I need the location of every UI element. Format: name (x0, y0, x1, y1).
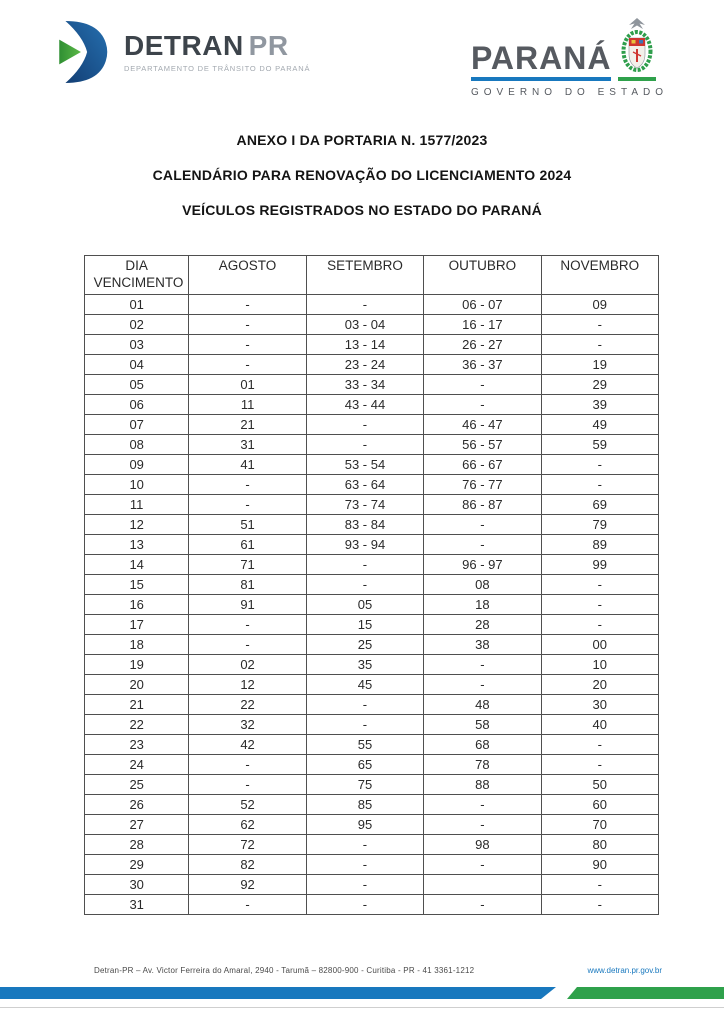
table-row (85, 735, 659, 755)
plate-ending-cell: 38 (424, 635, 541, 655)
plate-ending-cell: 76 - 77 (424, 475, 541, 495)
day-cell: 25 (85, 775, 189, 795)
day-cell: 24 (85, 755, 189, 775)
plate-ending-cell: 80 (541, 835, 658, 855)
plate-ending-cell: 56 - 57 (424, 435, 541, 455)
day-cell: 11 (85, 495, 189, 515)
plate-ending-cell: - (541, 455, 658, 475)
plate-ending-cell: 46 - 47 (424, 415, 541, 435)
plate-ending-cell: 52 (189, 795, 306, 815)
header-due-day (85, 256, 189, 295)
table-header-row (85, 256, 659, 295)
plate-ending-cell: - (306, 855, 423, 875)
parana-coat-of-arms-icon (618, 16, 656, 76)
table-row (85, 315, 659, 335)
table-row (85, 395, 659, 415)
plate-ending-cell: 41 (189, 455, 306, 475)
day-cell: 06 (85, 395, 189, 415)
title-vehicles: VEÍCULOS REGISTRADOS NO ESTADO DO PARANÁ (182, 202, 542, 218)
day-cell: 01 (85, 295, 189, 315)
day-cell: 22 (85, 715, 189, 735)
day-cell: 26 (85, 795, 189, 815)
plate-ending-cell: - (424, 535, 541, 555)
plate-ending-cell: 18 (424, 595, 541, 615)
table-row (85, 555, 659, 575)
day-cell: 20 (85, 675, 189, 695)
footer-green-bar (567, 987, 724, 999)
plate-ending-cell: 02 (189, 655, 306, 675)
plate-ending-cell: 12 (189, 675, 306, 695)
day-cell: 21 (85, 695, 189, 715)
day-cell: 04 (85, 355, 189, 375)
plate-ending-cell: - (541, 335, 658, 355)
plate-ending-cell: - (306, 555, 423, 575)
plate-ending-cell: - (306, 295, 423, 315)
plate-ending-cell: 01 (189, 375, 306, 395)
header-september: SETEMBRO (306, 256, 423, 295)
table-row (85, 495, 659, 515)
day-cell: 15 (85, 575, 189, 595)
footer-website-link[interactable]: www.detran.pr.gov.br (587, 966, 662, 975)
plate-ending-cell: 42 (189, 735, 306, 755)
plate-ending-cell: - (306, 875, 423, 895)
plate-ending-cell: 82 (189, 855, 306, 875)
footer-blue-bar (0, 987, 556, 999)
table-row (85, 455, 659, 475)
table-row (85, 795, 659, 815)
plate-ending-cell: 28 (424, 615, 541, 635)
day-cell: 10 (85, 475, 189, 495)
header-due-day-label: DIA VENCIMENTO (93, 258, 184, 290)
plate-ending-cell: 06 - 07 (424, 295, 541, 315)
plate-ending-cell: - (424, 395, 541, 415)
plate-ending-cell: 13 - 14 (306, 335, 423, 355)
plate-ending-cell: 70 (541, 815, 658, 835)
plate-ending-cell: 83 - 84 (306, 515, 423, 535)
plate-ending-cell: 86 - 87 (424, 495, 541, 515)
parana-blue-rule (471, 77, 612, 81)
day-cell: 09 (85, 455, 189, 475)
plate-ending-cell: - (424, 855, 541, 875)
detran-arrow-icon (52, 20, 114, 84)
plate-ending-cell: - (189, 635, 306, 655)
detran-pr-text: PR (248, 29, 289, 61)
day-cell: 29 (85, 855, 189, 875)
plate-ending-cell: 63 - 64 (306, 475, 423, 495)
header-october: OUTUBRO (424, 256, 541, 295)
day-cell: 18 (85, 635, 189, 655)
plate-ending-cell: - (306, 435, 423, 455)
plate-ending-cell: 53 - 54 (306, 455, 423, 475)
plate-ending-cell: 30 (541, 695, 658, 715)
table-row (85, 855, 659, 875)
day-cell: 30 (85, 875, 189, 895)
plate-ending-cell: 16 - 17 (424, 315, 541, 335)
plate-ending-cell: 78 (424, 755, 541, 775)
day-cell: 14 (85, 555, 189, 575)
day-cell: 19 (85, 655, 189, 675)
footer-address: Detran-PR – Av. Victor Ferreira do Amaral, 2940 - Tarumã – 82800-900 - Curitiba - PR - 41 3361-1212 (94, 966, 475, 975)
plate-ending-cell: 31 (189, 435, 306, 455)
plate-ending-cell: 32 (189, 715, 306, 735)
day-cell: 13 (85, 535, 189, 555)
header-august: AGOSTO (189, 256, 306, 295)
table-row (85, 895, 659, 915)
day-cell: 02 (85, 315, 189, 335)
table-row (85, 675, 659, 695)
plate-ending-cell (424, 875, 541, 895)
plate-ending-cell: 65 (306, 755, 423, 775)
plate-ending-cell: - (541, 875, 658, 895)
plate-ending-cell: 51 (189, 515, 306, 535)
day-cell: 17 (85, 615, 189, 635)
plate-ending-cell: 89 (541, 535, 658, 555)
table-row (85, 595, 659, 615)
plate-ending-cell: 50 (541, 775, 658, 795)
plate-ending-cell: 33 - 34 (306, 375, 423, 395)
plate-ending-cell: 45 (306, 675, 423, 695)
plate-ending-cell: 19 (541, 355, 658, 375)
plate-ending-cell: - (189, 755, 306, 775)
plate-ending-cell: 68 (424, 735, 541, 755)
plate-ending-cell: 81 (189, 575, 306, 595)
plate-ending-cell: - (424, 795, 541, 815)
parana-logo (471, 16, 668, 98)
plate-ending-cell: 15 (306, 615, 423, 635)
plate-ending-cell: 99 (541, 555, 658, 575)
plate-ending-cell: - (306, 575, 423, 595)
title-calendar: CALENDÁRIO PARA RENOVAÇÃO DO LICENCIAMENTO 2024 (152, 167, 572, 183)
table-row (85, 295, 659, 315)
plate-ending-cell: 75 (306, 775, 423, 795)
table-row (85, 475, 659, 495)
plate-ending-cell: 90 (541, 855, 658, 875)
plate-ending-cell: 69 (541, 495, 658, 515)
plate-ending-cell: 20 (541, 675, 658, 695)
title-annex: ANEXO I DA PORTARIA N. 1577/2023 (236, 132, 488, 148)
plate-ending-cell: 79 (541, 515, 658, 535)
plate-ending-cell: - (541, 615, 658, 635)
day-cell: 23 (85, 735, 189, 755)
plate-ending-cell: 71 (189, 555, 306, 575)
table-row (85, 715, 659, 735)
plate-ending-cell: 91 (189, 595, 306, 615)
plate-ending-cell: 60 (541, 795, 658, 815)
plate-ending-cell: 43 - 44 (306, 395, 423, 415)
plate-ending-cell: - (424, 815, 541, 835)
plate-ending-cell: - (189, 495, 306, 515)
table-row (85, 535, 659, 555)
detran-wordmark (124, 29, 310, 61)
day-cell: 28 (85, 835, 189, 855)
plate-ending-cell: 36 - 37 (424, 355, 541, 375)
plate-ending-cell: - (189, 335, 306, 355)
plate-ending-cell: - (424, 895, 541, 915)
day-cell: 08 (85, 435, 189, 455)
plate-ending-cell: 85 (306, 795, 423, 815)
plate-ending-cell: 39 (541, 395, 658, 415)
plate-ending-cell: - (424, 515, 541, 535)
plate-ending-cell: - (541, 575, 658, 595)
plate-ending-cell: 10 (541, 655, 658, 675)
day-cell: 16 (85, 595, 189, 615)
plate-ending-cell: 08 (424, 575, 541, 595)
plate-ending-cell: 88 (424, 775, 541, 795)
table-row (85, 775, 659, 795)
plate-ending-cell: 96 - 97 (424, 555, 541, 575)
plate-ending-cell: - (306, 715, 423, 735)
plate-ending-cell: 11 (189, 395, 306, 415)
plate-ending-cell: - (189, 355, 306, 375)
table-row (85, 375, 659, 395)
plate-ending-cell: - (189, 475, 306, 495)
plate-ending-cell: 03 - 04 (306, 315, 423, 335)
plate-ending-cell: - (189, 895, 306, 915)
plate-ending-cell: - (541, 895, 658, 915)
day-cell: 05 (85, 375, 189, 395)
plate-ending-cell: - (424, 655, 541, 675)
plate-ending-cell: - (541, 475, 658, 495)
plate-ending-cell: 26 - 27 (424, 335, 541, 355)
parana-green-rule (618, 77, 656, 81)
day-cell: 31 (85, 895, 189, 915)
plate-ending-cell: 95 (306, 815, 423, 835)
plate-ending-cell: - (189, 615, 306, 635)
plate-ending-cell: - (306, 695, 423, 715)
day-cell: 12 (85, 515, 189, 535)
plate-ending-cell: - (189, 315, 306, 335)
plate-ending-cell: - (306, 835, 423, 855)
plate-ending-cell: 72 (189, 835, 306, 855)
plate-ending-cell: - (306, 415, 423, 435)
table-row (85, 515, 659, 535)
table-row (85, 335, 659, 355)
table-row (85, 575, 659, 595)
plate-ending-cell: 40 (541, 715, 658, 735)
plate-ending-cell: 00 (541, 635, 658, 655)
table-row (85, 835, 659, 855)
detran-logo (52, 20, 310, 84)
plate-ending-cell: 21 (189, 415, 306, 435)
table-row (85, 435, 659, 455)
plate-ending-cell: 25 (306, 635, 423, 655)
table-body (85, 295, 659, 915)
detran-department-label: DEPARTAMENTO DE TRÂNSITO DO PARANÁ (124, 63, 311, 73)
plate-ending-cell: 49 (541, 415, 658, 435)
plate-ending-cell: 93 - 94 (306, 535, 423, 555)
license-renewal-table (84, 255, 659, 915)
table-row (85, 875, 659, 895)
day-cell: 27 (85, 815, 189, 835)
plate-ending-cell: 59 (541, 435, 658, 455)
plate-ending-cell: 58 (424, 715, 541, 735)
plate-ending-cell: - (424, 375, 541, 395)
table-row (85, 655, 659, 675)
plate-ending-cell: 98 (424, 835, 541, 855)
plate-ending-cell: 35 (306, 655, 423, 675)
plate-ending-cell: - (189, 295, 306, 315)
plate-ending-cell: 05 (306, 595, 423, 615)
plate-ending-cell: - (424, 675, 541, 695)
parana-government-label: GOVERNO DO ESTADO (470, 87, 668, 98)
plate-ending-cell: - (189, 775, 306, 795)
plate-ending-cell: 73 - 74 (306, 495, 423, 515)
plate-ending-cell: - (541, 755, 658, 775)
plate-ending-cell: 66 - 67 (424, 455, 541, 475)
day-cell: 03 (85, 335, 189, 355)
document-titles (0, 132, 724, 237)
table-row (85, 755, 659, 775)
table-row (85, 355, 659, 375)
footer-hairline (0, 1007, 724, 1008)
plate-ending-cell: 61 (189, 535, 306, 555)
parana-wordmark: PARANÁ (470, 40, 612, 76)
plate-ending-cell: - (541, 735, 658, 755)
day-cell: 07 (85, 415, 189, 435)
table-row (85, 695, 659, 715)
plate-ending-cell: 29 (541, 375, 658, 395)
table-row (85, 815, 659, 835)
table-row (85, 415, 659, 435)
plate-ending-cell: - (306, 895, 423, 915)
plate-ending-cell: 92 (189, 875, 306, 895)
plate-ending-cell: 22 (189, 695, 306, 715)
plate-ending-cell: - (541, 315, 658, 335)
plate-ending-cell: 09 (541, 295, 658, 315)
plate-ending-cell: 23 - 24 (306, 355, 423, 375)
header-november: NOVEMBRO (541, 256, 658, 295)
detran-name-text: DETRAN (124, 29, 244, 61)
plate-ending-cell: 48 (424, 695, 541, 715)
table-row (85, 615, 659, 635)
plate-ending-cell: 55 (306, 735, 423, 755)
table-row (85, 635, 659, 655)
plate-ending-cell: - (541, 595, 658, 615)
plate-ending-cell: 62 (189, 815, 306, 835)
